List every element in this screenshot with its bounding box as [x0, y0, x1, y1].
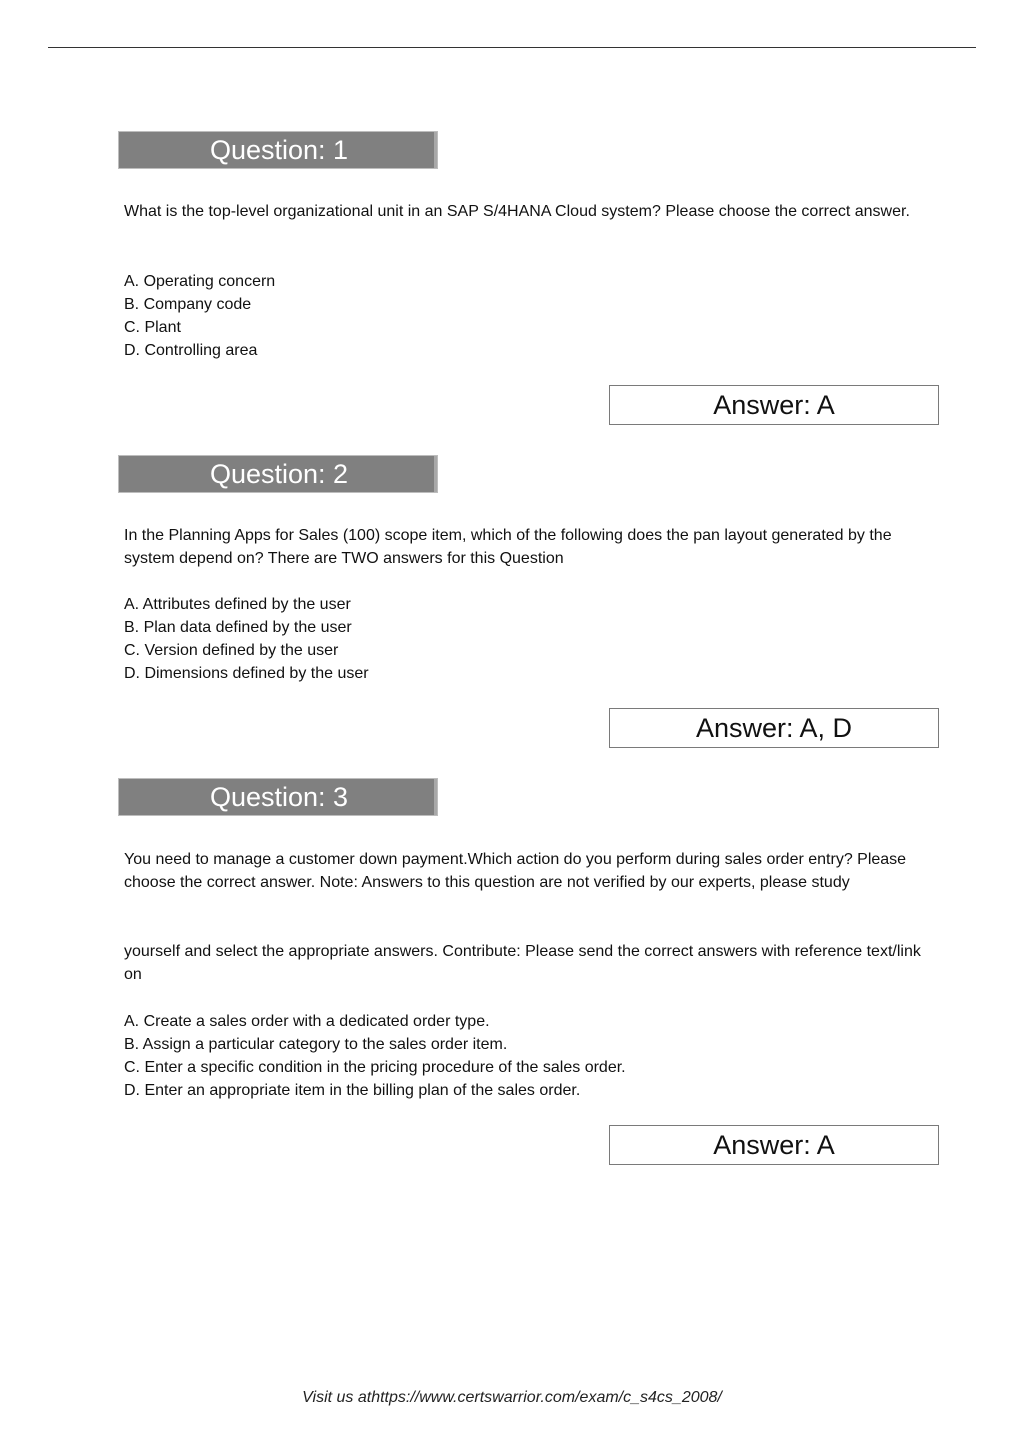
question-2-option-b: B. Plan data defined by the user	[124, 619, 352, 636]
question-1-answer	[609, 385, 939, 425]
question-2-answer	[609, 708, 939, 748]
top-rule	[48, 47, 976, 48]
question-2-option-d: D. Dimensions defined by the user	[124, 665, 369, 682]
question-2-text: In the Planning Apps for Sales (100) scope item, which of the following does the pan layout generated by the system depend on? There are TWO answers for this Question	[124, 527, 892, 567]
question-1-heading	[118, 131, 438, 169]
question-1-option-c: C. Plant	[124, 319, 181, 336]
question-3-options	[124, 1010, 928, 1102]
question-2-option-a: A. Attributes defined by the user	[124, 596, 351, 613]
question-1-option-b: B. Company code	[124, 296, 252, 313]
question-1-options	[124, 270, 928, 362]
question-3-option-d: D. Enter an appropriate item in the billing plan of the sales order.	[124, 1082, 581, 1099]
question-3-answer-label: Answer: A	[713, 1130, 835, 1160]
question-3-option-b: B. Assign a particular category to the sales order item.	[124, 1036, 508, 1053]
footer-visit-link[interactable]: Visit us athttps://www.certswarrior.com/exam/c_s4cs_2008/	[302, 1389, 722, 1406]
question-3-option-c: C. Enter a specific condition in the pricing procedure of the sales order.	[124, 1059, 626, 1076]
question-3-answer	[609, 1125, 939, 1165]
question-2-options	[124, 593, 928, 685]
question-1-answer-label: Answer: A	[713, 390, 835, 420]
question-1-option-d: D. Controlling area	[124, 342, 258, 359]
question-1-option-a: A. Operating concern	[124, 273, 276, 290]
question-2-answer-label: Answer: A, D	[695, 713, 853, 743]
question-2-heading-label: Question: 2	[209, 459, 349, 489]
question-3-text-continued: yourself and select the appropriate answers. Contribute: Please send the correct answers with reference text/link on	[124, 943, 921, 983]
question-2-option-c: C. Version defined by the user	[124, 642, 339, 659]
question-3-heading-label: Question: 3	[209, 782, 349, 812]
question-1-text: What is the top-level organizational unit in an SAP S/4HANA Cloud system? Please choose the correct answer.	[124, 203, 910, 220]
question-2-heading	[118, 455, 438, 493]
question-1-heading-label: Question: 1	[209, 135, 349, 165]
question-3-text: You need to manage a customer down payment.Which action do you perform during sales order entry? Please choose the correct answer. Note: Answers to this question are not verified by our experts, please study	[124, 851, 907, 891]
question-3-heading	[118, 778, 438, 816]
question-3-option-a: A. Create a sales order with a dedicated order type.	[124, 1013, 490, 1030]
